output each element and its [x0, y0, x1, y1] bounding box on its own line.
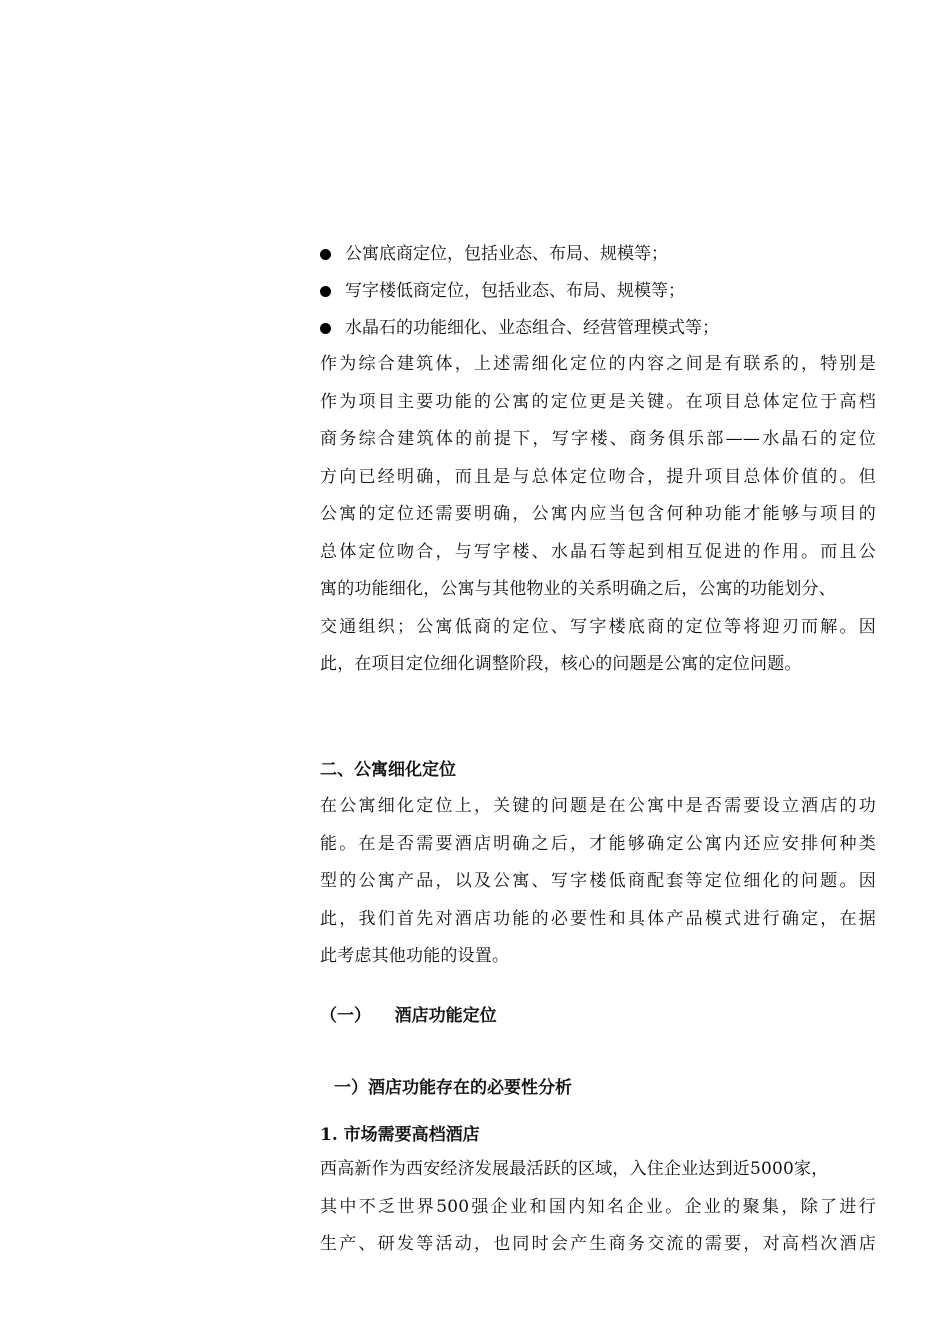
text-line: 方向已经明确，而且是与总体定位吻合，提升项目总体价值的。但 — [320, 466, 876, 487]
text-line: 此，在项目定位细化调整阶段，核心的问题是公寓的定位问题。 — [320, 654, 802, 674]
text-line: 其中不乏世界500强企业和国内知名企业。企业的聚集，除了进行 — [320, 1196, 876, 1217]
subsection-heading-hotel: （一） 酒店功能定位 — [320, 1006, 497, 1026]
text-line: 能。在是否需要酒店明确之后，才能够确定公寓内还应安排何种类 — [320, 833, 876, 854]
text-line: 在公寓细化定位上，关键的问题是在公寓中是否需要设立酒店的功 — [320, 796, 876, 816]
list-item — [320, 310, 876, 347]
text-line: 此，我们首先对酒店功能的必要性和具体产品模式进行确定，在据 — [320, 908, 876, 929]
text-line: 公寓的定位还需要明确，公寓内应当包含何种功能才能够与项目的 — [320, 504, 876, 524]
list-item-text: 公寓底商定位，包括业态、布局、规模等； — [345, 244, 668, 264]
list-item — [320, 236, 876, 273]
text-line: 此考虑其他功能的设置。 — [320, 946, 510, 966]
text-line: 西高新作为西安经济发展最活跃的区域，入住企业达到近5000家， — [320, 1159, 829, 1179]
text-line: 总体定位吻合，与写字楼、水晶石等起到相互促进的作用。而且公 — [320, 541, 876, 562]
section-heading-apartment: 二、公寓细化定位 — [320, 760, 456, 780]
bullet-dot-icon — [320, 249, 331, 260]
list-item-text: 水晶石的功能细化、业态组合、经营管理模式等； — [345, 318, 719, 338]
bullet-list — [320, 236, 876, 347]
paragraph-market-demand — [320, 1151, 876, 1264]
text-line: 生产、研发等活动，也同时会产生商务交流的需要，对高档次酒店 — [320, 1234, 876, 1254]
bullet-dot-icon — [320, 323, 331, 334]
list-item-text: 写字楼低商定位，包括业态、布局、规模等； — [345, 281, 685, 301]
text-line: 商务综合建筑体的前提下，写字楼、商务俱乐部——水晶石的定位 — [320, 429, 876, 449]
text-line: 寓的功能细化，公寓与其他物业的关系明确之后，公寓的功能划分、 — [320, 579, 836, 599]
text-line: 型的公寓产品，以及公寓、写字楼低商配套等定位细化的问题。因 — [320, 871, 876, 891]
text-line: 交通组织；公寓低商的定位、写字楼底商的定位等将迎刃而解。因 — [320, 616, 876, 637]
bullet-dot-icon — [320, 286, 331, 297]
numbered-heading-market: 1. 市场需要高档酒店 — [320, 1125, 480, 1145]
text-line: 作为项目主要功能的公寓的定位更是关键。在项目总体定位于高档 — [320, 391, 876, 412]
paragraph-apartment-positioning — [320, 788, 876, 976]
subsubsection-heading-necessity: 一）酒店功能存在的必要性分析 — [334, 1078, 572, 1098]
text-line: 作为综合建筑体，上述需细化定位的内容之间是有联系的，特别是 — [320, 354, 876, 374]
list-item — [320, 273, 876, 310]
paragraph-composite-building — [320, 346, 876, 684]
